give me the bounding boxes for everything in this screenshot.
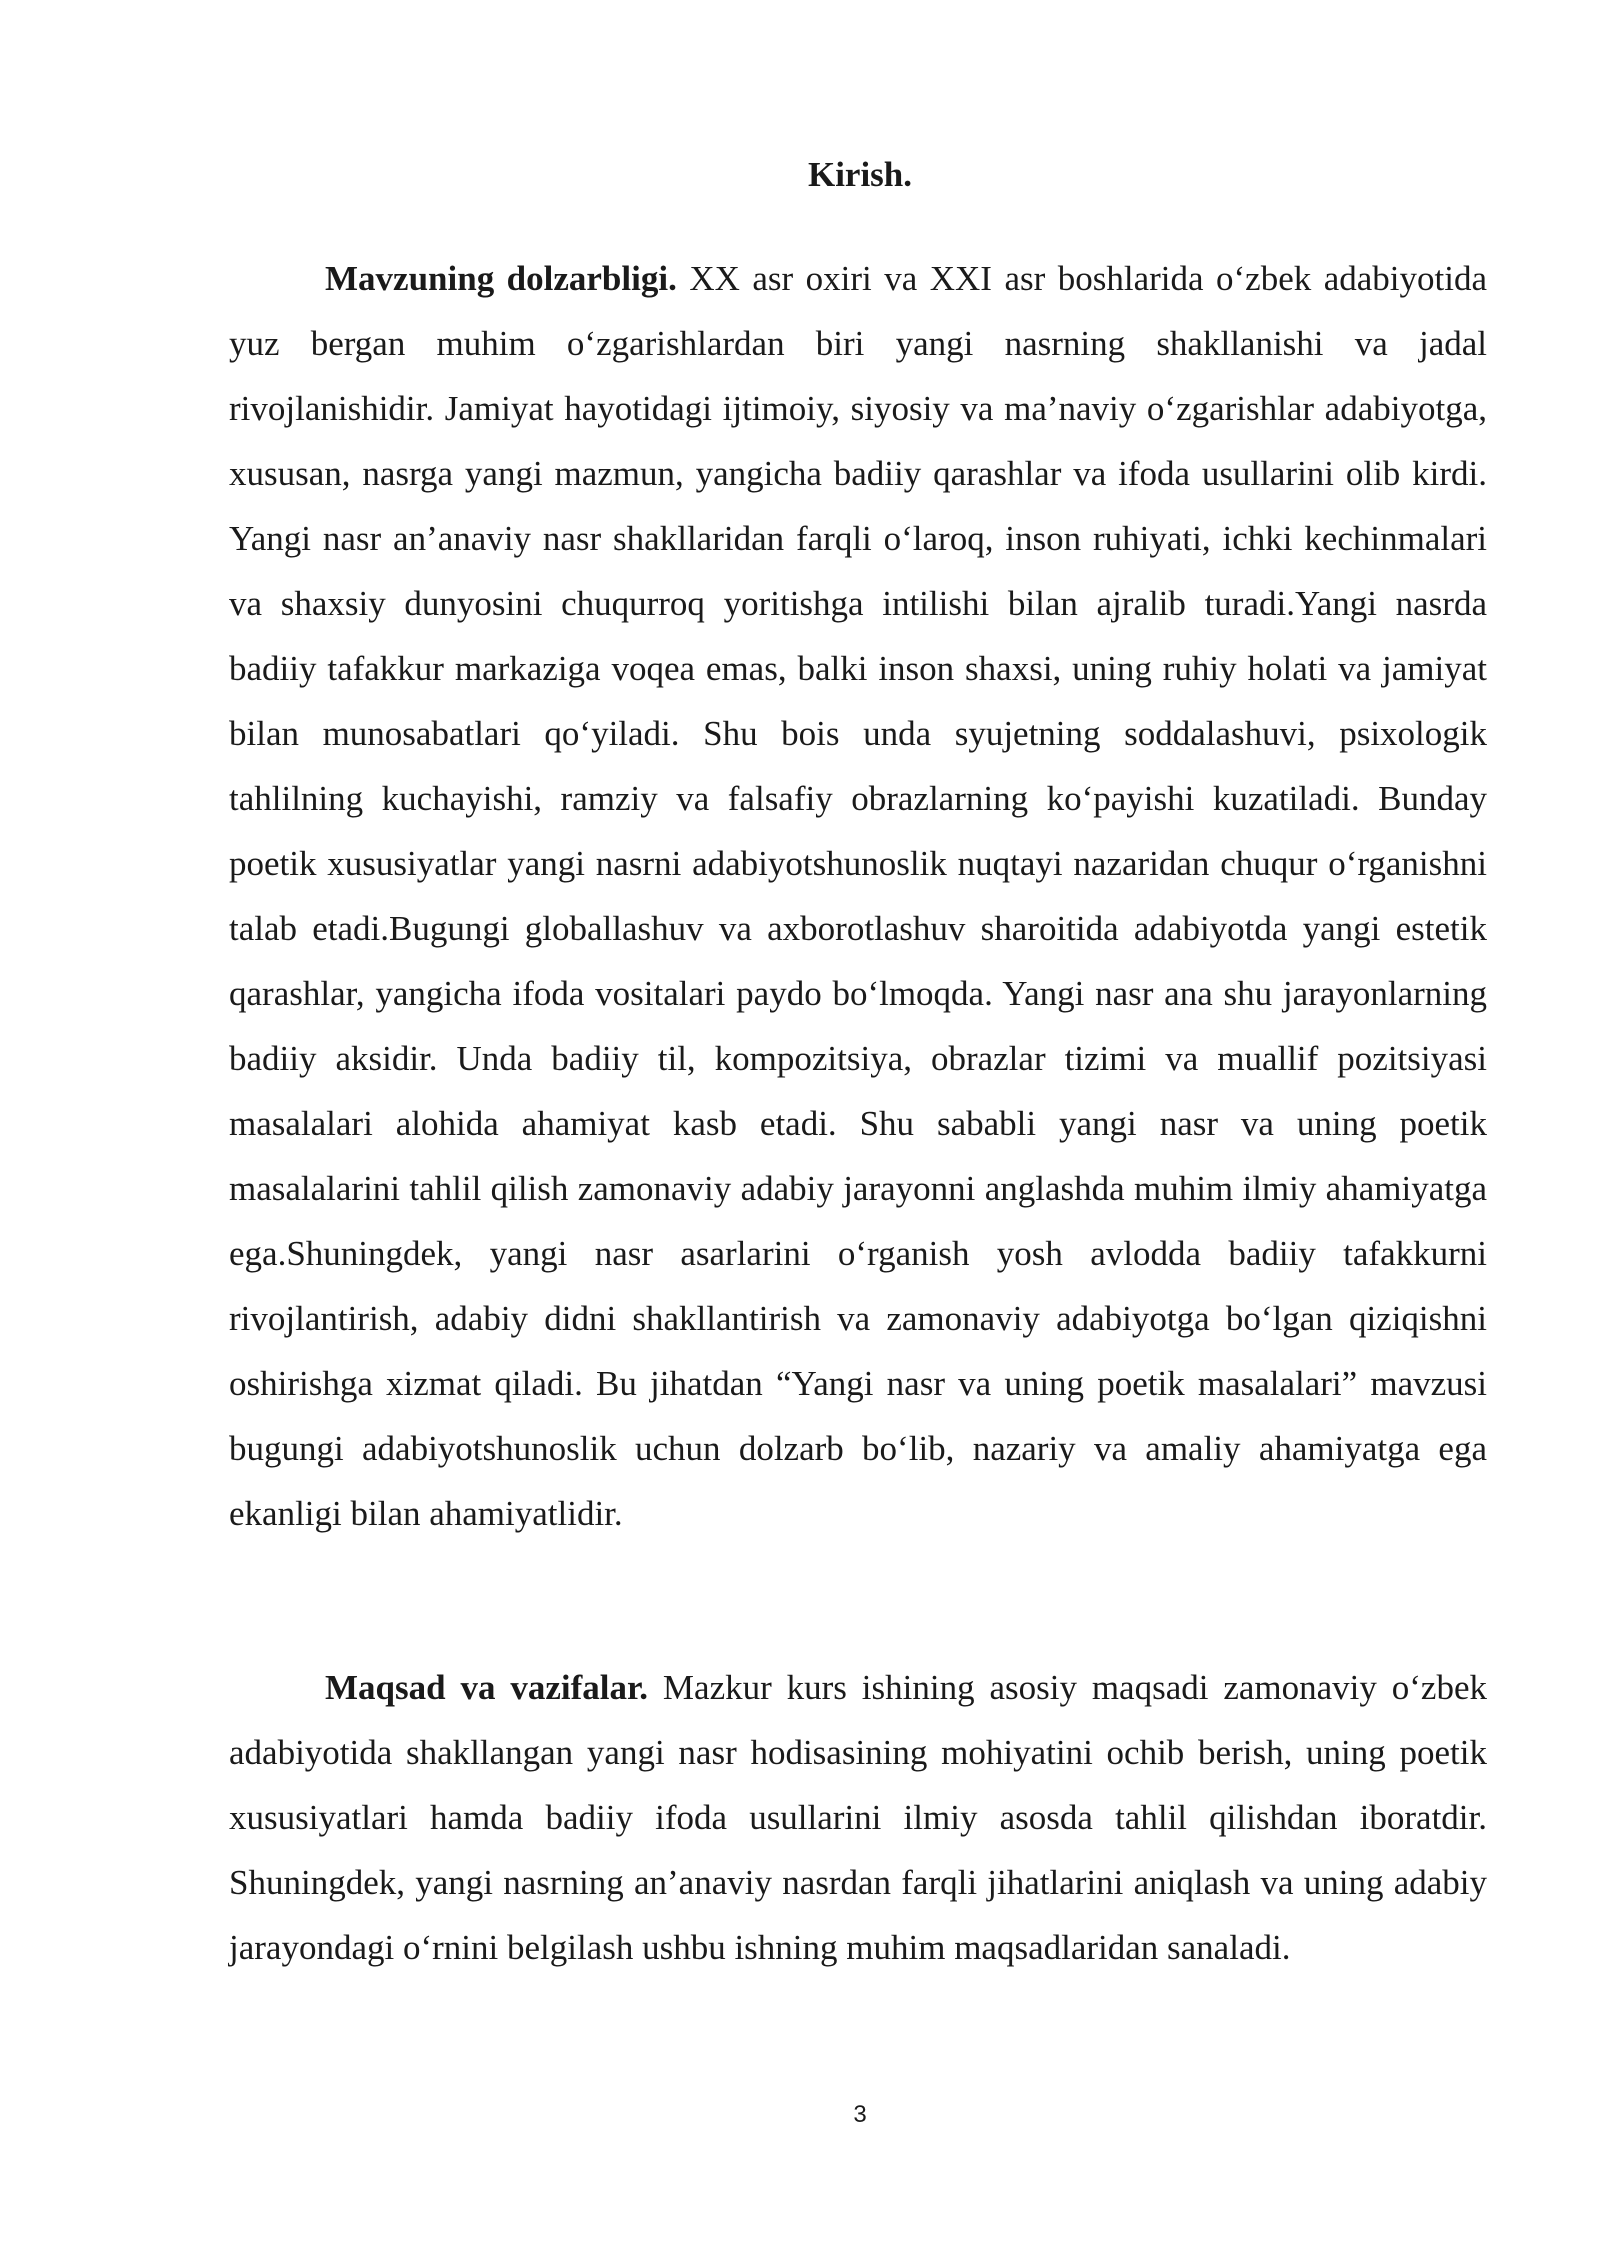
page-title: Kirish. bbox=[807, 155, 913, 194]
paragraph-relevance bbox=[229, 246, 1487, 1546]
paragraph-lead-relevance: Mavzuning dolzarbligi. bbox=[325, 259, 677, 298]
page-number: 3 bbox=[853, 2101, 867, 2128]
paragraph-body-relevance: XX asr oxiri va XXI asr boshlarida o‘zbek adabiyotida yuz bergan muhim o‘zgarishlardan biri yangi nasrning shakllanishi va jadal rivojlanishidir. Jamiyat hayotidagi ijtimoiy, siyosiy va ma’naviy o‘zgarishlar adabiyotga, xususan, nasrga yangi mazmun, yangicha badiiy qarashlar va ifoda usullarini olib kirdi. Yangi nasr an’anaviy nasr shakllaridan farqli o‘laroq, inson ruhiyati, ichki kechinmalari va shaxsiy dunyosini chuqurroq yoritishga intilishi bilan ajralib turadi.Yangi nasrda badiiy tafakkur markaziga voqea emas, balki inson shaxsi, uning ruhiy holati va jamiyat bilan munosabatlari qo‘yiladi. Shu bois unda syujetning soddalashuvi, psixologik tahlilning kuchayishi, ramziy va falsafiy obrazlarning ko‘payishi kuzatiladi. Bunday poetik xususiyatlar yangi nasrni adabiyotshunoslik nuqtayi nazaridan chuqur o‘rganishni talab etadi.Bugungi globallashuv va axborotlashuv sharoitida adabiyotda yangi estetik qarashlar, yangicha ifoda vositalari paydo bo‘lmoqda. Yangi nasr ana shu jarayonlarning badiiy aksidir. Unda badiiy til, kompozitsiya, obrazlar tizimi va muallif pozitsiyasi masalalari alohida ahamiyat kasb etadi. Shu sababli yangi nasr va uning poetik masalalarini tahlil qilish zamonaviy adabiy jarayonni anglashda muhim ilmiy ahamiyatga ega.Shuningdek, yangi nasr asarlarini o‘rganish yosh avlodda badiiy tafakkurni rivojlantirish, adabiy didni shakllantirish va zamonaviy adabiyotga bo‘lgan qiziqishni oshirishga xizmat qiladi. Bu jihatdan “Yangi nasr va uning poetik masalalari” mavzusi bugungi adabiyotshunoslik uchun dolzarb bo‘lib, nazariy va amaliy ahamiyatga ega ekanligi bilan ahamiyatlidir. bbox=[229, 259, 1487, 1533]
paragraph-lead-goals: Maqsad va vazifalar. bbox=[325, 1668, 649, 1707]
paragraph-body-goals: Mazkur kurs ishining asosiy maqsadi zamonaviy o‘zbek adabiyotida shakllangan yangi nasr hodisasining mohiyatini ochib berish, uning poetik xususiyatlari hamda badiiy ifoda usullarini ilmiy asosda tahlil qilishdan iboratdir. Shuningdek, yangi nasrning an’anaviy nasrdan farqli jihatlarini aniqlash va uning adabiy jarayondagi o‘rnini belgilash ushbu ishning muhim maqsadlaridan sanaladi. bbox=[229, 1668, 1487, 1967]
paragraph-goals bbox=[229, 1655, 1487, 1980]
